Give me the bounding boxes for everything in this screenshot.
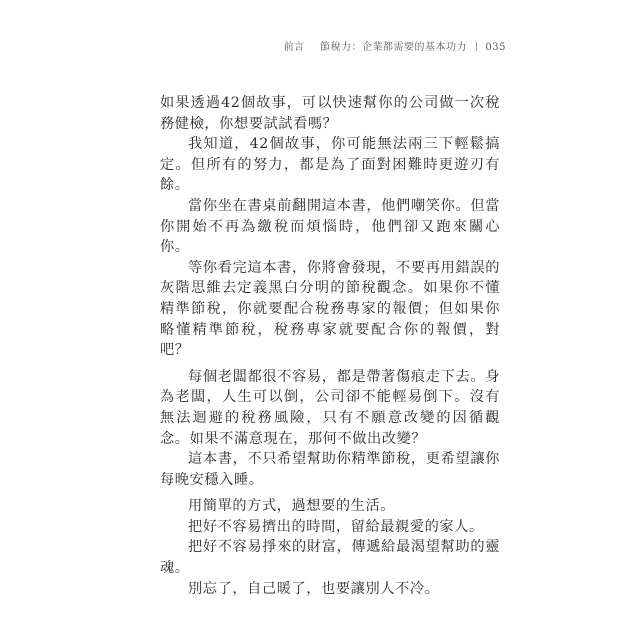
paragraph: 我知道，42個故事，你可能無法兩三下輕鬆搞定。但所有的努力，都是為了面對困難時更遊刃有餘。 — [160, 136, 500, 194]
paragraph: 別忘了，自己暖了，也要讓別人不冷。 — [188, 580, 440, 597]
paragraph: 等你看完這本書，你將會發現，不要再用錯誤的灰階思維去定義黑白分明的節稅觀念。如果你不懂精準節稅，你就要配合稅務專家的報價；但如果你略懂精準節稅，稅務專家就要配合你的報價，對吧？ — [160, 259, 500, 359]
paragraph: 每個老闆都很不容易，都是帶著傷痕走下去。身為老闆，人生可以倒，公司卻不能輕易倒下。沒有無法迴避的稅務風險，只有不願意改變的因循觀念。如果不滿意現在，那何不做出改變？ — [160, 368, 500, 447]
running-header — [284, 38, 506, 53]
page-body — [160, 93, 500, 599]
paragraph: 這本書，不只希望幫助你精準節稅，更希望讓你每晚安穩入睡。 — [160, 451, 500, 488]
paragraph: 把好不容易掙來的財富，傳遞給最渴望幫助的靈魂。 — [160, 539, 500, 577]
paragraph: 當你坐在書桌前翻開這本書，他們嘲笑你。但當你開始不再為繳稅而煩惱時，他們卻又跑來關心你。 — [160, 197, 500, 256]
paragraph: 如果透過42個故事，可以快速幫你的公司做一次稅務健檢，你想要試試看嗎？ — [160, 95, 500, 132]
paragraph: 把好不容易擠出的時間，留給最親愛的家人。 — [188, 518, 484, 535]
header-book-title: 節稅力：企業都需要的基本功力 — [320, 42, 468, 53]
header-chapter: 前言 — [283, 42, 305, 53]
page-number: 035 — [485, 42, 506, 53]
paragraph: 用簡單的方式，過想要的生活。 — [188, 498, 396, 515]
header-divider — [476, 42, 477, 51]
